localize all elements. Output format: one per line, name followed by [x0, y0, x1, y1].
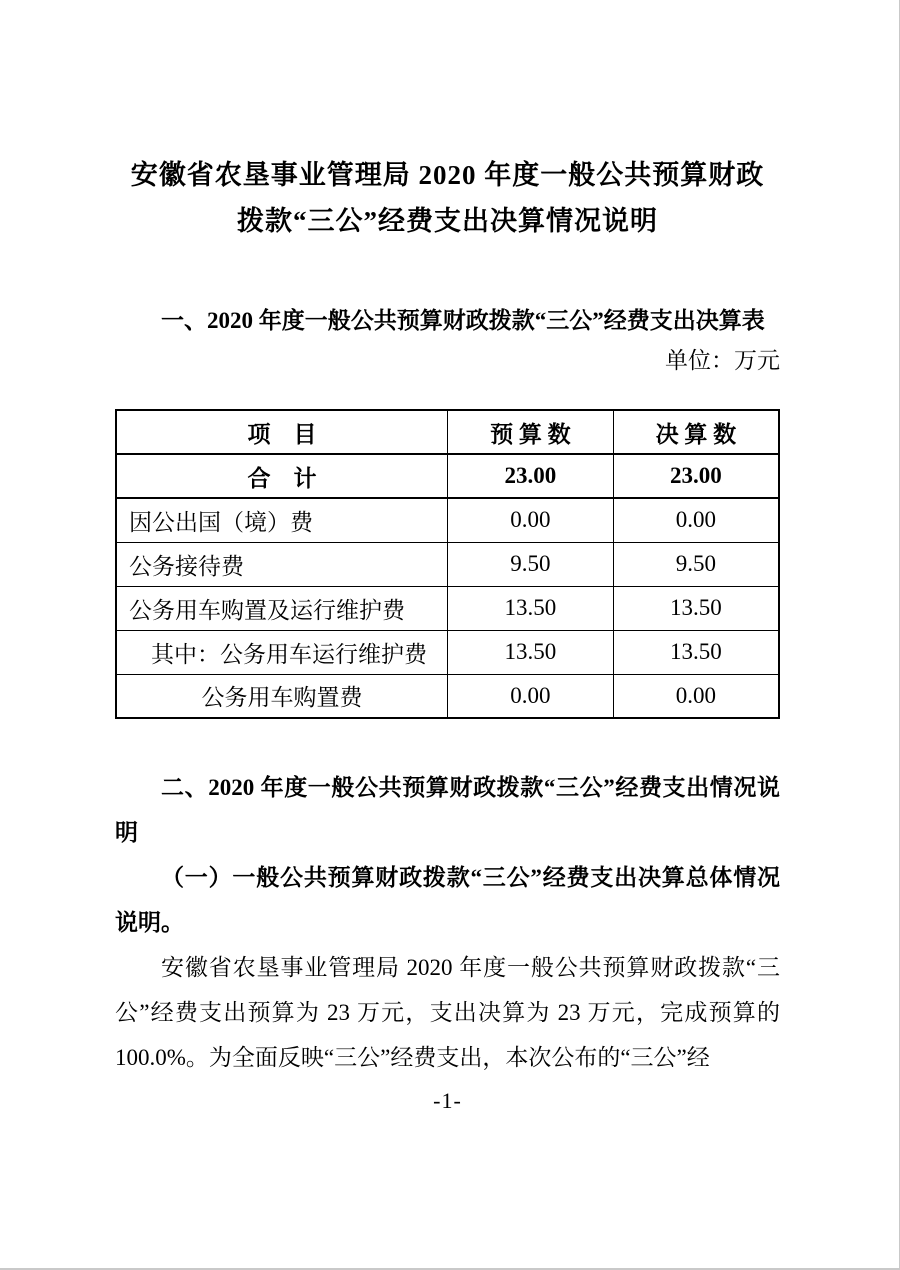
row-item-label: 其中：公务用车运行维护费 [116, 630, 448, 674]
row-final-value: 23.00 [613, 454, 779, 498]
row-item-label: 公务接待费 [116, 542, 448, 586]
page-number: -1- [433, 1088, 462, 1113]
row-item-label: 公务用车购置及运行维护费 [116, 586, 448, 630]
row-item-label: 合 计 [116, 454, 448, 498]
table-row-abroad [116, 498, 779, 542]
document-title [115, 0, 780, 244]
column-header-budget: 预 算 数 [448, 410, 614, 454]
section-1-heading: 一、2020 年度一般公共预算财政拨款“三公”经费支出决算表 [161, 308, 765, 333]
table-row-vehicle-total [116, 586, 779, 630]
row-budget-value: 0.00 [448, 498, 614, 542]
section-2-heading: 二、2020 年度一般公共预算财政拨款“三公”经费支出情况说明 [115, 775, 780, 845]
section-2-sub-1-heading: （一）一般公共预算财政拨款“三公”经费支出决算总体情况说明。 [115, 865, 780, 935]
unit-label: 单位：万元 [665, 348, 780, 373]
table-header-row [116, 410, 779, 454]
row-final-value: 13.50 [613, 630, 779, 674]
column-header-item: 项 目 [116, 410, 448, 454]
row-budget-value: 9.50 [448, 542, 614, 586]
table-row-total [116, 454, 779, 498]
row-final-value: 13.50 [613, 586, 779, 630]
row-budget-value: 0.00 [448, 674, 614, 718]
row-final-value: 9.50 [613, 542, 779, 586]
section-2-paragraph: 安徽省农垦事业管理局 2020 年度一般公共预算财政拨款“三公”经费支出预算为 23 万元，支出决算为 23 万元，完成预算的 100.0%。为全面反映“三公”经费支出，本次公布的“三公”经 [115, 955, 780, 1070]
document-title-line-1: 安徽省农垦事业管理局 2020 年度一般公共预算财政 [130, 160, 765, 190]
row-budget-value: 13.50 [448, 630, 614, 674]
row-final-value: 0.00 [613, 674, 779, 718]
column-header-final: 决 算 数 [613, 410, 779, 454]
table-row-vehicle-operation [116, 630, 779, 674]
sangong-expense-table [115, 409, 780, 719]
table-row-reception [116, 542, 779, 586]
row-final-value: 0.00 [613, 498, 779, 542]
row-item-label: 公务用车购置费 [116, 674, 448, 718]
row-budget-value: 13.50 [448, 586, 614, 630]
table-row-vehicle-purchase [116, 674, 779, 718]
row-item-label: 因公出国（境）费 [116, 498, 448, 542]
row-budget-value: 23.00 [448, 454, 614, 498]
document-title-line-2: 拨款“三公”经费支出决算情况说明 [237, 206, 658, 236]
